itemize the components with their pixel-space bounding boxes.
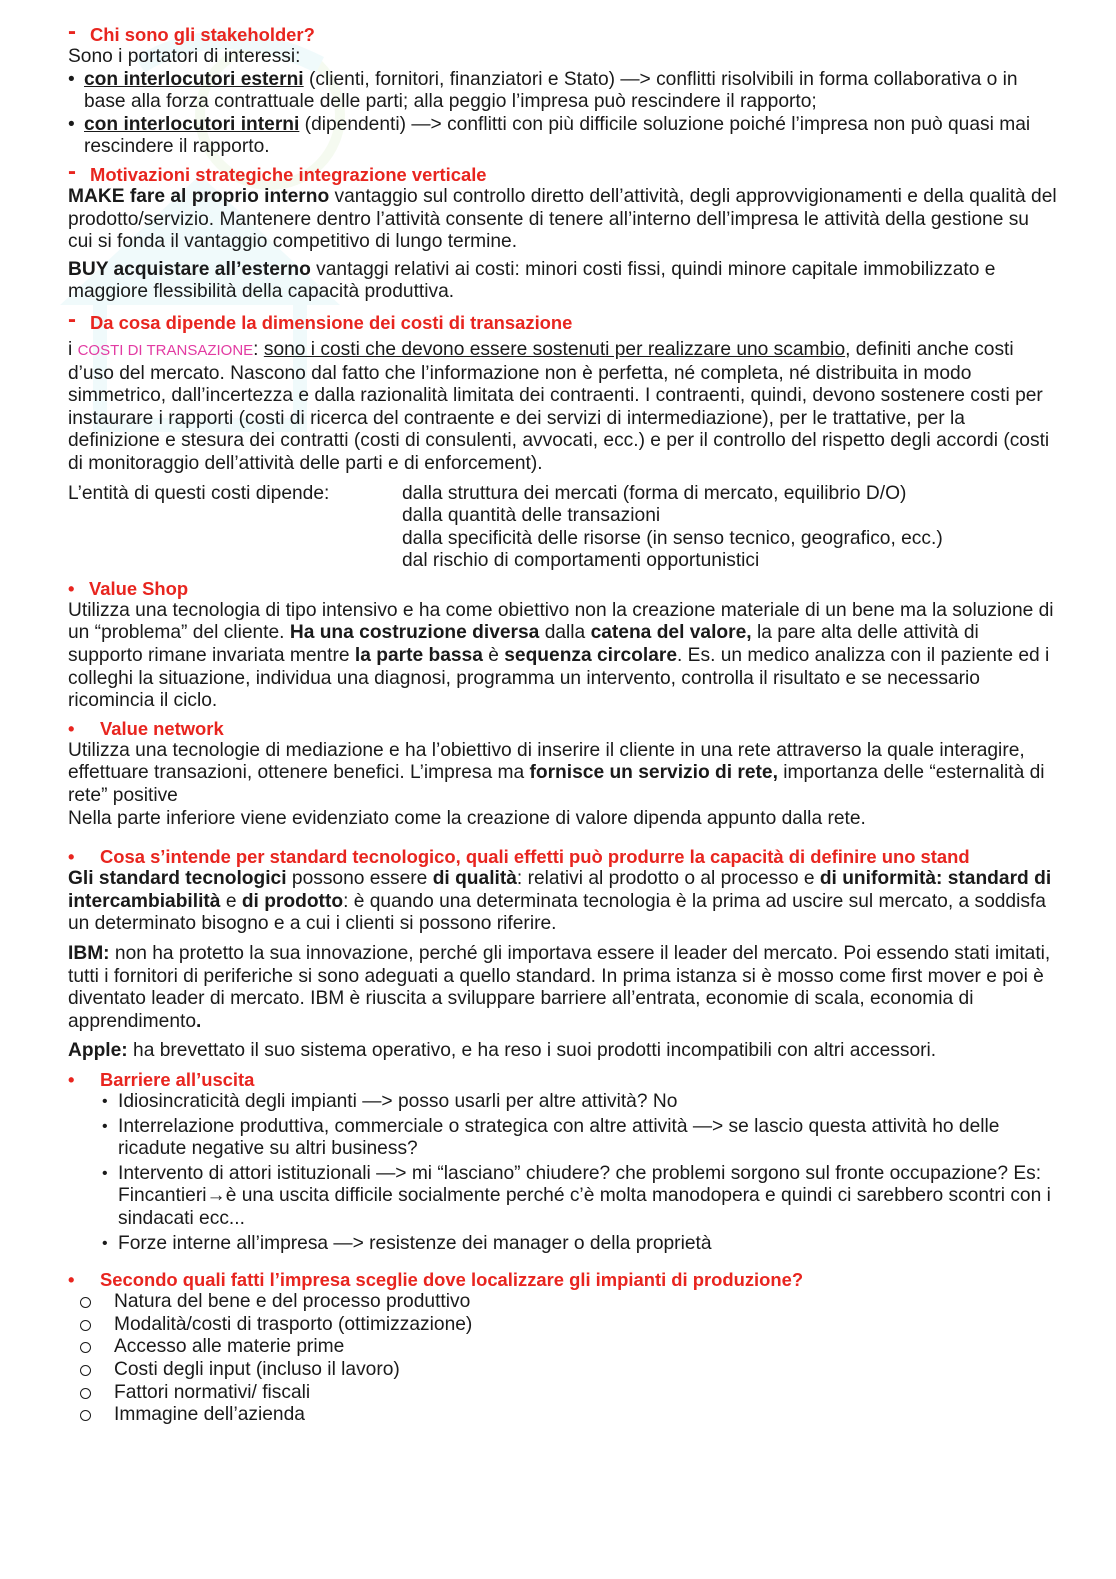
- circle-bullet-icon: [80, 1320, 91, 1331]
- section-stakeholder: [68, 18, 1058, 159]
- document-content: [68, 18, 1058, 1427]
- apple-paragraph: Apple: ha brevettato il suo sistema operativo, e ha reso i suoi prodotti incompatibili con altri accessori.: [68, 1040, 937, 1062]
- heading-dash: -: [68, 305, 76, 333]
- list-item: • Interrelazione produttiva, commerciale o strategica con altre attività —> se lascio questa attività ho delle ricadute negative su altri business?: [68, 1116, 1058, 1161]
- entity-label: L’entità di questi costi dipende:: [68, 482, 330, 504]
- list-item: • Idiosincraticità degli impianti —> posso usarli per altre attività? No: [68, 1091, 1058, 1114]
- standard-paragraph: Gli standard tecnologici possono essere di qualità: relativi al prodotto o al processo e di uniformità: standard di intercambiabilità e di prodotto: è quando una determinata tecnologia è la prima ad uscire sul mercato, a soddisfa un determinato bisogno e a cui i clienti si possono riferire.: [68, 868, 1052, 935]
- section-costi-transazione: [68, 305, 1058, 573]
- heading-value-network: • Value network: [68, 717, 224, 739]
- section-barriere-uscita: [68, 1069, 1058, 1255]
- list-item: dalla quantità delle transazioni: [402, 505, 661, 527]
- list-item: • con interlocutori esterni (clienti, fornitori, finanziatori e Stato) —> conflitti risolvibili in forma collaborativa o in base alla forza contrattuale delle parti; alla peggio l’impresa può rescindere il rapporto;: [68, 69, 1058, 114]
- heading-stakeholder: - Chi sono gli stakeholder?: [68, 18, 315, 45]
- heading-barriere-uscita: • Barriere all’uscita: [68, 1068, 255, 1090]
- list-item: dalla struttura dei mercati (forma di mercato, equilibrio D/O): [402, 482, 907, 504]
- stakeholder-list: [68, 69, 1058, 159]
- localizzazione-list: [68, 1291, 1058, 1427]
- heading-bullet: •: [68, 846, 75, 868]
- circle-bullet-icon: [80, 1388, 91, 1399]
- section-value-network: [68, 718, 1058, 830]
- list-item: Immagine dell’azienda: [68, 1404, 1058, 1427]
- section-localizzazione: [68, 1269, 1058, 1427]
- list-item: dal rischio di comportamenti opportunistici: [402, 550, 760, 572]
- section-standard-tecnologico: [68, 846, 1058, 1063]
- list-item: Natura del bene e del processo produttivo: [68, 1291, 1058, 1314]
- list-item: Accesso alle materie prime: [68, 1336, 1058, 1359]
- list-item: Fattori normativi/ fiscali: [68, 1382, 1058, 1405]
- list-item: • con interlocutori interni (dipendenti) —> conflitti con più difficile soluzione poiché l’impresa non può quasi mai rescindere il rapporto.: [68, 114, 1058, 159]
- section-integrazione: [68, 157, 1058, 304]
- value-shop-paragraph: Utilizza una tecnologia di tipo intensivo e ha come obiettivo non la creazione materiale di un bene ma la soluzione di un “problema” del cliente. Ha una costruzione diversa dalla catena del valore, la pare alta delle attività di supporto rimane invariata mentre la parte bassa è sequenza circolare. Es. un medico analizza con il paziente ed i colleghi la situazione, individua una diagnosi, programma un intervento, controlla il risultato e se necessario ricomincia il ciclo.: [68, 599, 1054, 712]
- circle-bullet-icon: [80, 1342, 91, 1353]
- value-network-note: Nella parte inferiore viene evidenziato come la creazione di valore dipenda appunto dalla rete.: [68, 807, 866, 829]
- heading-bullet: •: [68, 1068, 75, 1090]
- heading-standard-tecnologico: • Cosa s’intende per standard tecnologico, quali effetti può produrre la capacità di definire uno stand: [68, 846, 970, 868]
- heading-dash: -: [68, 18, 76, 45]
- list-item: Modalità/costi di trasporto (ottimizzazione): [68, 1314, 1058, 1337]
- costi-paragraph: i COSTI DI TRANSAZIONE: sono i costi che devono essere sostenuti per realizzare uno scambio, definiti anche costi d’uso del mercato. Nascono dal fatto che l’informazione non è perfetta, né completa, né distribuita in modo simmetrico, dall’incertezza e dalla razionalità limitata dei contraenti. I contraenti, quindi, devono sostenere costi per instaurare i rapporti (costi di ricerca del contraente e dei servizi di intermediazione), per le trattative, per la definizione e stesura dei contratti (costi di consulenti, avvocati, ecc.) e per il controllo del rispetto degli accordi (costi di monitoraggio dell’attività delle parti e di enforcement).: [68, 338, 1050, 474]
- circle-bullet-icon: [80, 1410, 91, 1421]
- heading-bullet: •: [68, 577, 75, 599]
- circle-bullet-icon: [80, 1365, 91, 1376]
- barriere-list: [68, 1091, 1058, 1255]
- list-item: dalla specificità delle risorse (in senso tecnico, geografico, ecc.): [402, 527, 943, 549]
- circle-bullet-icon: [80, 1297, 91, 1308]
- make-paragraph: MAKE fare al proprio interno vantaggio sul controllo diretto dell’attività, degli approvvigionamenti e della qualità del prodotto/servizio. Mantenere dentro l’attività consente di tenere all’interno dell’impresa le attività della gestione su cui si fonda il vantaggio competitivo di lungo termine.: [68, 185, 1057, 253]
- entity-list: [402, 483, 943, 573]
- heading-integrazione: - Motivazioni strategiche integrazione verticale: [68, 157, 487, 185]
- heading-costi-transazione: - Da cosa dipende la dimensione dei costi di transazione: [68, 305, 573, 333]
- heading-bullet: •: [68, 1269, 75, 1291]
- list-item: • Intervento di attori istituzionali —> mi “lasciano” chiudere? che problemi sorgono sul fronte occupazione? Es: Fincantieri→è una uscita difficile socialmente perché c’è molta manodopera e quindi ci sarebbero scontri con i sindacati ecc...: [68, 1163, 1058, 1231]
- list-item: Costi degli input (incluso il lavoro): [68, 1359, 1058, 1382]
- section-value-shop: [68, 578, 1058, 713]
- heading-dash: -: [68, 157, 76, 185]
- list-item: • Forze interne all’impresa —> resistenze dei manager o della proprietà: [68, 1233, 1058, 1256]
- stakeholder-intro: Sono i portatori di interessi:: [68, 46, 301, 67]
- heading-localizzazione: • Secondo quali fatti l’impresa sceglie dove localizzare gli impianti di produzione?: [68, 1269, 804, 1291]
- buy-paragraph: BUY acquistare all’esterno vantaggi relativi ai costi: minori costi fissi, quindi minore capitale immobilizzato e maggiore flessibilità della capacità produttiva.: [68, 258, 996, 303]
- value-network-paragraph: Utilizza una tecnologie di mediazione e ha l’obiettivo di inserire il cliente in una rete attraverso la quale interagire, effettuare transazioni, ottenere benefici. L’impresa ma fornisce un servizio di rete, importanza delle “esternalità di rete” positive: [68, 739, 1045, 807]
- ibm-paragraph: IBM: non ha protetto la sua innovazione, perché gli importava essere il leader del mercato. Poi essendo stati imitati, tutti i fornitori di periferiche si sono adeguati a quello standard. In prima istanza si è mosso come first mover e poi è diventato leader di mercato. IBM è riuscita a sviluppare barriere all’entrata, economie di scala, economia di apprendimento.: [68, 943, 1051, 1032]
- entity-block: [68, 483, 1058, 573]
- heading-value-shop: • Value Shop: [68, 577, 189, 599]
- costi-transazione-term: COSTI DI TRANSAZIONE: [77, 341, 254, 359]
- heading-bullet: •: [68, 717, 75, 739]
